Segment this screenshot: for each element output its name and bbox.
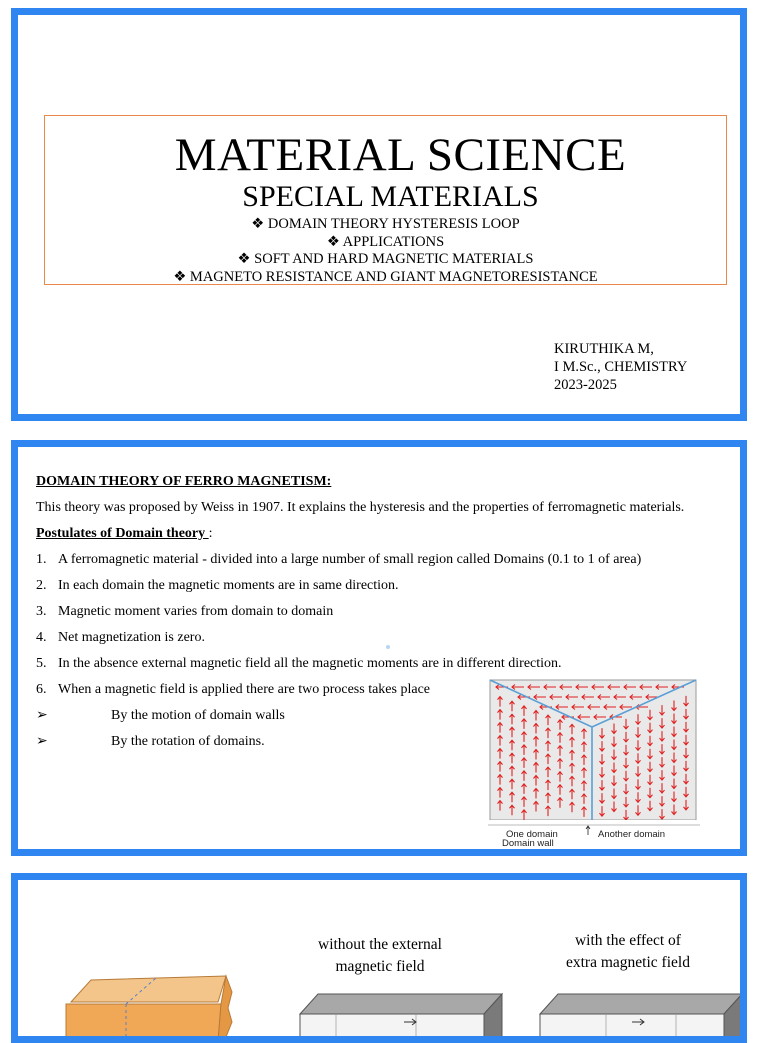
list-item — [36, 651, 726, 677]
postulates-title: Postulates of Domain theory — [36, 526, 209, 541]
title-slide — [11, 8, 747, 421]
item-number: 3. — [36, 604, 47, 619]
stray-dot — [386, 645, 390, 649]
item-text: Net magnetization is zero. — [58, 630, 205, 645]
sub-item-text: By the rotation of domains. — [111, 734, 265, 749]
list-item — [36, 547, 726, 573]
item-number: 4. — [36, 630, 47, 645]
main-title: MATERIAL SCIENCE — [174, 129, 627, 181]
slide-heading: DOMAIN THEORY OF FERRO MAGNETISM: — [36, 474, 332, 489]
topic-list — [45, 216, 726, 286]
domain-diagram — [488, 677, 700, 847]
another-domain-label: Another domain — [598, 829, 666, 840]
caption-without-field — [318, 934, 442, 978]
item-number: 2. — [36, 578, 47, 593]
author-name: KIRUTHIKA M, — [554, 341, 654, 357]
item-number: 1. — [36, 552, 47, 567]
caption-line: magnetic field — [335, 958, 425, 975]
caption-line: without the external — [318, 936, 442, 953]
ferromagnet-block-illustration — [56, 962, 246, 1042]
author-years: 2023-2025 — [554, 377, 617, 393]
domain-illustration-slide — [11, 873, 747, 1043]
one-domain-label: One domain — [506, 829, 558, 840]
domain-theory-slide — [11, 440, 747, 856]
postulates-heading — [36, 521, 726, 547]
item-text: In the absence external magnetic field all the magnetic moments are in different direction. — [58, 656, 562, 671]
list-item — [36, 599, 726, 625]
block-with-field — [536, 990, 746, 1043]
item-text: A ferromagnetic material - divided into a large number of small region called Domains (0.1 to 1 of area) — [58, 552, 642, 567]
list-item — [36, 625, 726, 651]
caption-with-field — [566, 930, 690, 974]
item-text: When a magnetic field is applied there are two process takes place — [58, 682, 431, 697]
title-box — [44, 115, 727, 285]
arrow-bullet-icon: ➢ — [36, 708, 48, 723]
item-number: 6. — [36, 682, 47, 697]
block-without-field — [296, 990, 506, 1043]
sub-item-text: By the motion of domain walls — [111, 708, 285, 723]
caption-line: extra magnetic field — [566, 954, 690, 971]
topic-item: ❖ DOMAIN THEORY HYSTERESIS LOOP — [251, 216, 520, 232]
arrow-bullet-icon: ➢ — [36, 734, 48, 749]
topic-item: ❖ APPLICATIONS — [326, 233, 445, 250]
list-item — [36, 573, 726, 599]
intro-text: This theory was proposed by Weiss in 1907. It explains the hysteresis and the properties of ferromagnetic materials. — [36, 500, 685, 515]
topic-item: ❖ SOFT AND HARD MAGNETIC MATERIALS — [237, 251, 534, 267]
postulates-colon: : — [208, 526, 213, 541]
domain-wall-label: Domain wall — [502, 838, 554, 847]
author-block — [554, 340, 687, 394]
caption-line: with the effect of — [574, 932, 681, 949]
subtitle: SPECIAL MATERIALS — [242, 180, 539, 213]
item-text: In each domain the magnetic moments are in same direction. — [58, 578, 399, 593]
author-course: I M.Sc., CHEMISTRY — [554, 359, 688, 375]
topic-item: ❖ MAGNETO RESISTANCE AND GIANT MAGNETORESISTANCE — [173, 268, 598, 285]
item-number: 5. — [36, 656, 47, 671]
item-text: Magnetic moment varies from domain to domain — [58, 604, 334, 619]
